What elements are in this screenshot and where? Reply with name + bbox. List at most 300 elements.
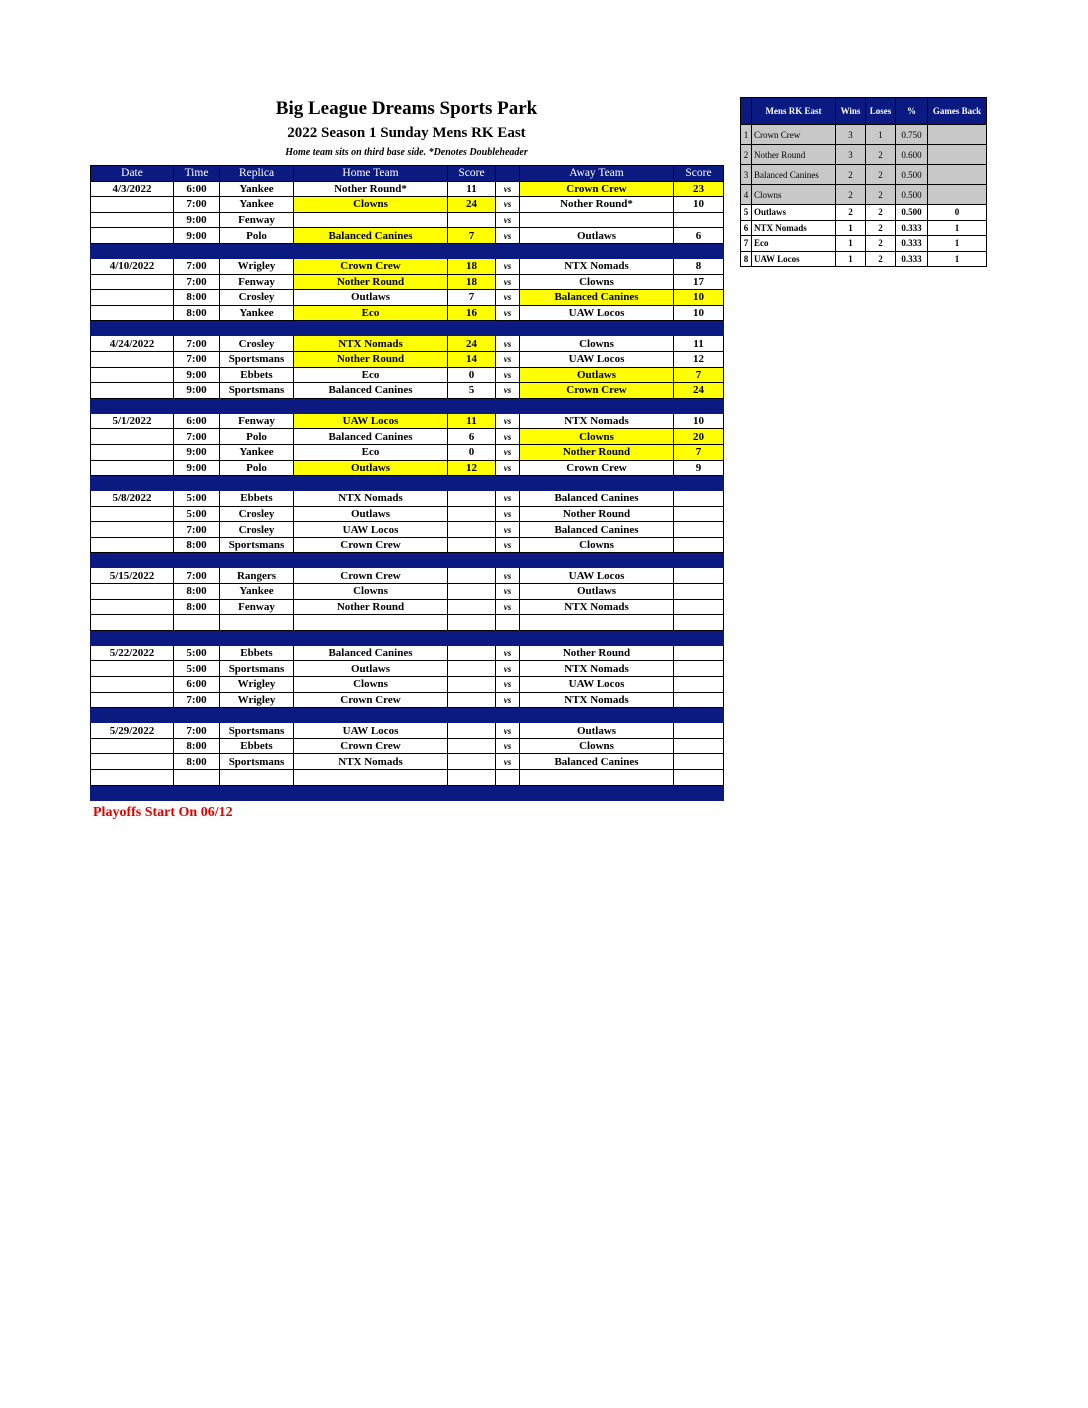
game-row bbox=[91, 506, 724, 522]
away-team: UAW Locos bbox=[520, 568, 674, 584]
away-score: 10 bbox=[674, 290, 724, 306]
game-row bbox=[91, 723, 724, 739]
home-score: 11 bbox=[448, 181, 496, 197]
standing-rank: 8 bbox=[741, 251, 752, 267]
standing-games-back: 1 bbox=[928, 220, 987, 236]
home-team: Crown Crew bbox=[294, 537, 448, 553]
game-row bbox=[91, 568, 724, 584]
vs-label: vs bbox=[496, 661, 520, 677]
game-row bbox=[91, 491, 724, 507]
home-score bbox=[448, 506, 496, 522]
away-score bbox=[674, 738, 724, 754]
season-subtitle: 2022 Season 1 Sunday Mens RK East bbox=[287, 125, 526, 141]
game-date bbox=[91, 460, 174, 476]
game-field: Yankee bbox=[220, 305, 294, 321]
game-date bbox=[91, 274, 174, 290]
standing-pct: 0.333 bbox=[896, 236, 928, 252]
game-time: 5:00 bbox=[174, 491, 220, 507]
home-team bbox=[294, 770, 448, 786]
vs-label: vs bbox=[496, 491, 520, 507]
standing-pct: 0.333 bbox=[896, 220, 928, 236]
away-score bbox=[674, 692, 724, 708]
game-field: Ebbets bbox=[220, 491, 294, 507]
game-row bbox=[91, 522, 724, 538]
home-score bbox=[448, 692, 496, 708]
away-score bbox=[674, 522, 724, 538]
game-row bbox=[91, 258, 724, 274]
standing-wins: 2 bbox=[836, 205, 866, 221]
standings-row bbox=[741, 185, 987, 205]
away-score: 10 bbox=[674, 197, 724, 213]
game-row bbox=[91, 305, 724, 321]
game-date: 5/29/2022 bbox=[91, 723, 174, 739]
away-team: Clowns bbox=[520, 336, 674, 352]
standing-wins: 3 bbox=[836, 125, 866, 145]
game-date: 4/3/2022 bbox=[91, 181, 174, 197]
home-team: Nother Round bbox=[294, 599, 448, 615]
away-team: NTX Nomads bbox=[520, 258, 674, 274]
home-score: 11 bbox=[448, 413, 496, 429]
standings-row bbox=[741, 145, 987, 165]
standings-header-loses: Loses bbox=[866, 98, 896, 125]
week-separator bbox=[91, 630, 724, 645]
game-time: 5:00 bbox=[174, 645, 220, 661]
away-team: UAW Locos bbox=[520, 305, 674, 321]
game-row bbox=[91, 197, 724, 213]
away-team: Balanced Canines bbox=[520, 522, 674, 538]
standing-games-back: 1 bbox=[928, 236, 987, 252]
away-score bbox=[674, 568, 724, 584]
game-field: Sportsmans bbox=[220, 351, 294, 367]
game-field: Wrigley bbox=[220, 677, 294, 693]
standing-losses: 2 bbox=[866, 251, 896, 267]
game-date bbox=[91, 197, 174, 213]
vs-label: vs bbox=[496, 677, 520, 693]
standing-rank: 6 bbox=[741, 220, 752, 236]
game-date bbox=[91, 305, 174, 321]
away-score: 23 bbox=[674, 181, 724, 197]
away-score: 7 bbox=[674, 367, 724, 383]
standing-rank: 2 bbox=[741, 145, 752, 165]
home-team: UAW Locos bbox=[294, 413, 448, 429]
home-team: Crown Crew bbox=[294, 692, 448, 708]
home-score bbox=[448, 522, 496, 538]
away-score bbox=[674, 770, 724, 786]
away-team: NTX Nomads bbox=[520, 661, 674, 677]
game-date bbox=[91, 754, 174, 770]
vs-label: vs bbox=[496, 197, 520, 213]
standing-wins: 1 bbox=[836, 251, 866, 267]
vs-label: vs bbox=[496, 568, 520, 584]
vs-label: vs bbox=[496, 738, 520, 754]
game-date bbox=[91, 692, 174, 708]
game-row bbox=[91, 754, 724, 770]
home-score bbox=[448, 677, 496, 693]
game-field: Sportsmans bbox=[220, 383, 294, 399]
home-team: NTX Nomads bbox=[294, 336, 448, 352]
away-team: Crown Crew bbox=[520, 460, 674, 476]
standing-team: NTX Nomads bbox=[752, 220, 836, 236]
home-score bbox=[448, 661, 496, 677]
game-field: Sportsmans bbox=[220, 723, 294, 739]
game-date: 4/24/2022 bbox=[91, 336, 174, 352]
standings-table bbox=[740, 97, 987, 267]
standing-pct: 0.500 bbox=[896, 185, 928, 205]
vs-label: vs bbox=[496, 584, 520, 600]
away-score bbox=[674, 615, 724, 631]
home-score: 7 bbox=[448, 228, 496, 244]
game-time: 8:00 bbox=[174, 290, 220, 306]
vs-label: vs bbox=[496, 181, 520, 197]
away-score: 24 bbox=[674, 383, 724, 399]
vs-label bbox=[496, 770, 520, 786]
standing-wins: 1 bbox=[836, 220, 866, 236]
game-row bbox=[91, 290, 724, 306]
away-team: UAW Locos bbox=[520, 351, 674, 367]
game-time: 9:00 bbox=[174, 460, 220, 476]
column-header-home-score: Score bbox=[448, 166, 496, 182]
game-row bbox=[91, 429, 724, 445]
standing-losses: 2 bbox=[866, 165, 896, 185]
vs-label: vs bbox=[496, 599, 520, 615]
away-score: 10 bbox=[674, 413, 724, 429]
standings-header-division: Mens RK East bbox=[752, 98, 836, 125]
away-score bbox=[674, 506, 724, 522]
game-field: Yankee bbox=[220, 444, 294, 460]
standing-pct: 0.333 bbox=[896, 251, 928, 267]
game-field: Yankee bbox=[220, 197, 294, 213]
home-score bbox=[448, 491, 496, 507]
away-score: 7 bbox=[674, 444, 724, 460]
home-team: Nother Round bbox=[294, 274, 448, 290]
game-time: 9:00 bbox=[174, 212, 220, 228]
home-team: Balanced Canines bbox=[294, 228, 448, 244]
vs-label: vs bbox=[496, 367, 520, 383]
home-score: 6 bbox=[448, 429, 496, 445]
game-row bbox=[91, 212, 724, 228]
game-date bbox=[91, 444, 174, 460]
home-team: Balanced Canines bbox=[294, 383, 448, 399]
game-row bbox=[91, 383, 724, 399]
game-date bbox=[91, 677, 174, 693]
standing-rank: 7 bbox=[741, 236, 752, 252]
away-score bbox=[674, 537, 724, 553]
game-time: 7:00 bbox=[174, 429, 220, 445]
game-time: 8:00 bbox=[174, 738, 220, 754]
game-time: 9:00 bbox=[174, 367, 220, 383]
vs-label: vs bbox=[496, 336, 520, 352]
vs-label: vs bbox=[496, 413, 520, 429]
vs-label: vs bbox=[496, 274, 520, 290]
game-time: 5:00 bbox=[174, 506, 220, 522]
game-time: 8:00 bbox=[174, 305, 220, 321]
vs-label: vs bbox=[496, 444, 520, 460]
home-score: 18 bbox=[448, 258, 496, 274]
standings-header-rank bbox=[741, 98, 752, 125]
standings-row bbox=[741, 165, 987, 185]
standing-losses: 1 bbox=[866, 125, 896, 145]
standings-header-pct: % bbox=[896, 98, 928, 125]
game-time: 9:00 bbox=[174, 444, 220, 460]
away-team: Outlaws bbox=[520, 723, 674, 739]
game-row bbox=[91, 692, 724, 708]
vs-label: vs bbox=[496, 258, 520, 274]
standing-pct: 0.500 bbox=[896, 165, 928, 185]
vs-label: vs bbox=[496, 522, 520, 538]
game-date bbox=[91, 506, 174, 522]
home-team: Outlaws bbox=[294, 506, 448, 522]
game-field: Fenway bbox=[220, 599, 294, 615]
page-title: Big League Dreams Sports Park bbox=[275, 98, 538, 119]
away-team: Nother Round bbox=[520, 506, 674, 522]
vs-label: vs bbox=[496, 754, 520, 770]
game-time: 7:00 bbox=[174, 336, 220, 352]
vs-label bbox=[496, 615, 520, 631]
standing-pct: 0.500 bbox=[896, 205, 928, 221]
game-field: Wrigley bbox=[220, 258, 294, 274]
game-date bbox=[91, 537, 174, 553]
home-score: 0 bbox=[448, 444, 496, 460]
game-date bbox=[91, 738, 174, 754]
away-score: 17 bbox=[674, 274, 724, 290]
vs-label: vs bbox=[496, 537, 520, 553]
game-field: Crosley bbox=[220, 336, 294, 352]
game-field: Polo bbox=[220, 460, 294, 476]
schedule-table bbox=[90, 165, 724, 801]
game-date bbox=[91, 429, 174, 445]
away-team: Nother Round bbox=[520, 444, 674, 460]
week-separator bbox=[91, 553, 724, 568]
game-date bbox=[91, 212, 174, 228]
game-field: Sportsmans bbox=[220, 754, 294, 770]
game-date bbox=[91, 522, 174, 538]
home-score: 12 bbox=[448, 460, 496, 476]
game-date bbox=[91, 290, 174, 306]
game-field: Fenway bbox=[220, 274, 294, 290]
game-field: Crosley bbox=[220, 506, 294, 522]
away-team: Balanced Canines bbox=[520, 290, 674, 306]
game-date bbox=[91, 351, 174, 367]
home-team: Outlaws bbox=[294, 661, 448, 677]
home-score bbox=[448, 568, 496, 584]
game-time: 7:00 bbox=[174, 522, 220, 538]
away-team bbox=[520, 212, 674, 228]
game-row bbox=[91, 367, 724, 383]
standing-games-back bbox=[928, 165, 987, 185]
game-row bbox=[91, 661, 724, 677]
vs-label: vs bbox=[496, 351, 520, 367]
game-time: 7:00 bbox=[174, 692, 220, 708]
standing-team: Balanced Canines bbox=[752, 165, 836, 185]
standing-rank: 5 bbox=[741, 205, 752, 221]
away-score bbox=[674, 723, 724, 739]
game-row bbox=[91, 228, 724, 244]
vs-label: vs bbox=[496, 290, 520, 306]
away-team: Clowns bbox=[520, 537, 674, 553]
vs-label: vs bbox=[496, 506, 520, 522]
standing-rank: 1 bbox=[741, 125, 752, 145]
game-date bbox=[91, 584, 174, 600]
game-time bbox=[174, 770, 220, 786]
game-date bbox=[91, 228, 174, 244]
standing-losses: 2 bbox=[866, 185, 896, 205]
game-row bbox=[91, 460, 724, 476]
game-field: Yankee bbox=[220, 181, 294, 197]
game-field: Ebbets bbox=[220, 738, 294, 754]
away-team: NTX Nomads bbox=[520, 692, 674, 708]
game-field: Fenway bbox=[220, 212, 294, 228]
away-score bbox=[674, 645, 724, 661]
week-separator bbox=[91, 476, 724, 491]
away-team: Nother Round bbox=[520, 645, 674, 661]
game-date bbox=[91, 383, 174, 399]
away-team: NTX Nomads bbox=[520, 413, 674, 429]
away-score bbox=[674, 661, 724, 677]
home-score bbox=[448, 212, 496, 228]
away-score bbox=[674, 754, 724, 770]
away-score: 11 bbox=[674, 336, 724, 352]
home-score bbox=[448, 738, 496, 754]
game-date: 5/8/2022 bbox=[91, 491, 174, 507]
standing-team: Eco bbox=[752, 236, 836, 252]
standing-games-back bbox=[928, 125, 987, 145]
home-score: 0 bbox=[448, 367, 496, 383]
away-team: Outlaws bbox=[520, 228, 674, 244]
column-header-time: Time bbox=[174, 166, 220, 182]
game-time: 6:00 bbox=[174, 181, 220, 197]
game-time: 8:00 bbox=[174, 599, 220, 615]
home-team: Crown Crew bbox=[294, 738, 448, 754]
game-field: Ebbets bbox=[220, 645, 294, 661]
home-score bbox=[448, 584, 496, 600]
away-team: Outlaws bbox=[520, 584, 674, 600]
game-time: 9:00 bbox=[174, 228, 220, 244]
vs-label: vs bbox=[496, 692, 520, 708]
column-header-away-team: Away Team bbox=[520, 166, 674, 182]
away-score bbox=[674, 677, 724, 693]
away-score bbox=[674, 491, 724, 507]
away-team: Crown Crew bbox=[520, 383, 674, 399]
standing-wins: 3 bbox=[836, 145, 866, 165]
week-separator bbox=[91, 321, 724, 336]
game-date bbox=[91, 615, 174, 631]
home-team: Crown Crew bbox=[294, 258, 448, 274]
standing-wins: 1 bbox=[836, 236, 866, 252]
game-date bbox=[91, 770, 174, 786]
away-team: Clowns bbox=[520, 429, 674, 445]
away-team: Outlaws bbox=[520, 367, 674, 383]
home-score: 14 bbox=[448, 351, 496, 367]
standing-wins: 2 bbox=[836, 165, 866, 185]
game-field: Ebbets bbox=[220, 367, 294, 383]
game-row bbox=[91, 444, 724, 460]
column-header-date: Date bbox=[91, 166, 174, 182]
standing-team: Nother Round bbox=[752, 145, 836, 165]
away-team: Clowns bbox=[520, 274, 674, 290]
schedule-header-row bbox=[91, 166, 724, 182]
standings-row bbox=[741, 205, 987, 221]
week-separator bbox=[91, 398, 724, 413]
standings-row bbox=[741, 236, 987, 252]
game-field: Fenway bbox=[220, 413, 294, 429]
away-score bbox=[674, 212, 724, 228]
away-team: UAW Locos bbox=[520, 677, 674, 693]
game-time bbox=[174, 615, 220, 631]
home-team: UAW Locos bbox=[294, 723, 448, 739]
game-row bbox=[91, 181, 724, 197]
home-score: 7 bbox=[448, 290, 496, 306]
home-team: Nother Round* bbox=[294, 181, 448, 197]
game-field: Rangers bbox=[220, 568, 294, 584]
home-score: 5 bbox=[448, 383, 496, 399]
away-team bbox=[520, 770, 674, 786]
home-team: Crown Crew bbox=[294, 568, 448, 584]
game-row bbox=[91, 351, 724, 367]
game-time: 7:00 bbox=[174, 351, 220, 367]
home-score bbox=[448, 754, 496, 770]
away-team: Clowns bbox=[520, 738, 674, 754]
vs-label: vs bbox=[496, 723, 520, 739]
standing-games-back: 0 bbox=[928, 205, 987, 221]
vs-label: vs bbox=[496, 305, 520, 321]
standing-team: Outlaws bbox=[752, 205, 836, 221]
standing-rank: 3 bbox=[741, 165, 752, 185]
game-row bbox=[91, 738, 724, 754]
home-team bbox=[294, 615, 448, 631]
game-time: 8:00 bbox=[174, 584, 220, 600]
game-date bbox=[91, 661, 174, 677]
standing-games-back bbox=[928, 185, 987, 205]
home-score: 24 bbox=[448, 336, 496, 352]
game-time: 5:00 bbox=[174, 661, 220, 677]
standing-wins: 2 bbox=[836, 185, 866, 205]
game-row bbox=[91, 677, 724, 693]
home-team: NTX Nomads bbox=[294, 491, 448, 507]
standings-header-games-back: Games Back bbox=[928, 98, 987, 125]
away-score: 12 bbox=[674, 351, 724, 367]
game-time: 7:00 bbox=[174, 723, 220, 739]
standing-team: Crown Crew bbox=[752, 125, 836, 145]
game-field: Sportsmans bbox=[220, 537, 294, 553]
vs-label: vs bbox=[496, 460, 520, 476]
game-time: 7:00 bbox=[174, 258, 220, 274]
standing-losses: 2 bbox=[866, 145, 896, 165]
playoffs-notice: Playoffs Start On 06/12 bbox=[93, 805, 233, 820]
game-field: Polo bbox=[220, 228, 294, 244]
game-row bbox=[91, 770, 724, 786]
column-header-vs bbox=[496, 166, 520, 182]
vs-label: vs bbox=[496, 429, 520, 445]
home-score bbox=[448, 723, 496, 739]
standings-header-wins: Wins bbox=[836, 98, 866, 125]
home-team: Clowns bbox=[294, 677, 448, 693]
away-score: 9 bbox=[674, 460, 724, 476]
column-header-home-team: Home Team bbox=[294, 166, 448, 182]
standing-games-back: 1 bbox=[928, 251, 987, 267]
home-team: Eco bbox=[294, 444, 448, 460]
home-team: Eco bbox=[294, 367, 448, 383]
standings-row bbox=[741, 220, 987, 236]
away-team: Balanced Canines bbox=[520, 754, 674, 770]
away-score bbox=[674, 599, 724, 615]
week-separator bbox=[91, 243, 724, 258]
column-header-away-score: Score bbox=[674, 166, 724, 182]
standing-pct: 0.750 bbox=[896, 125, 928, 145]
standings-row bbox=[741, 125, 987, 145]
game-date: 5/1/2022 bbox=[91, 413, 174, 429]
home-team: Outlaws bbox=[294, 460, 448, 476]
standing-team: UAW Locos bbox=[752, 251, 836, 267]
